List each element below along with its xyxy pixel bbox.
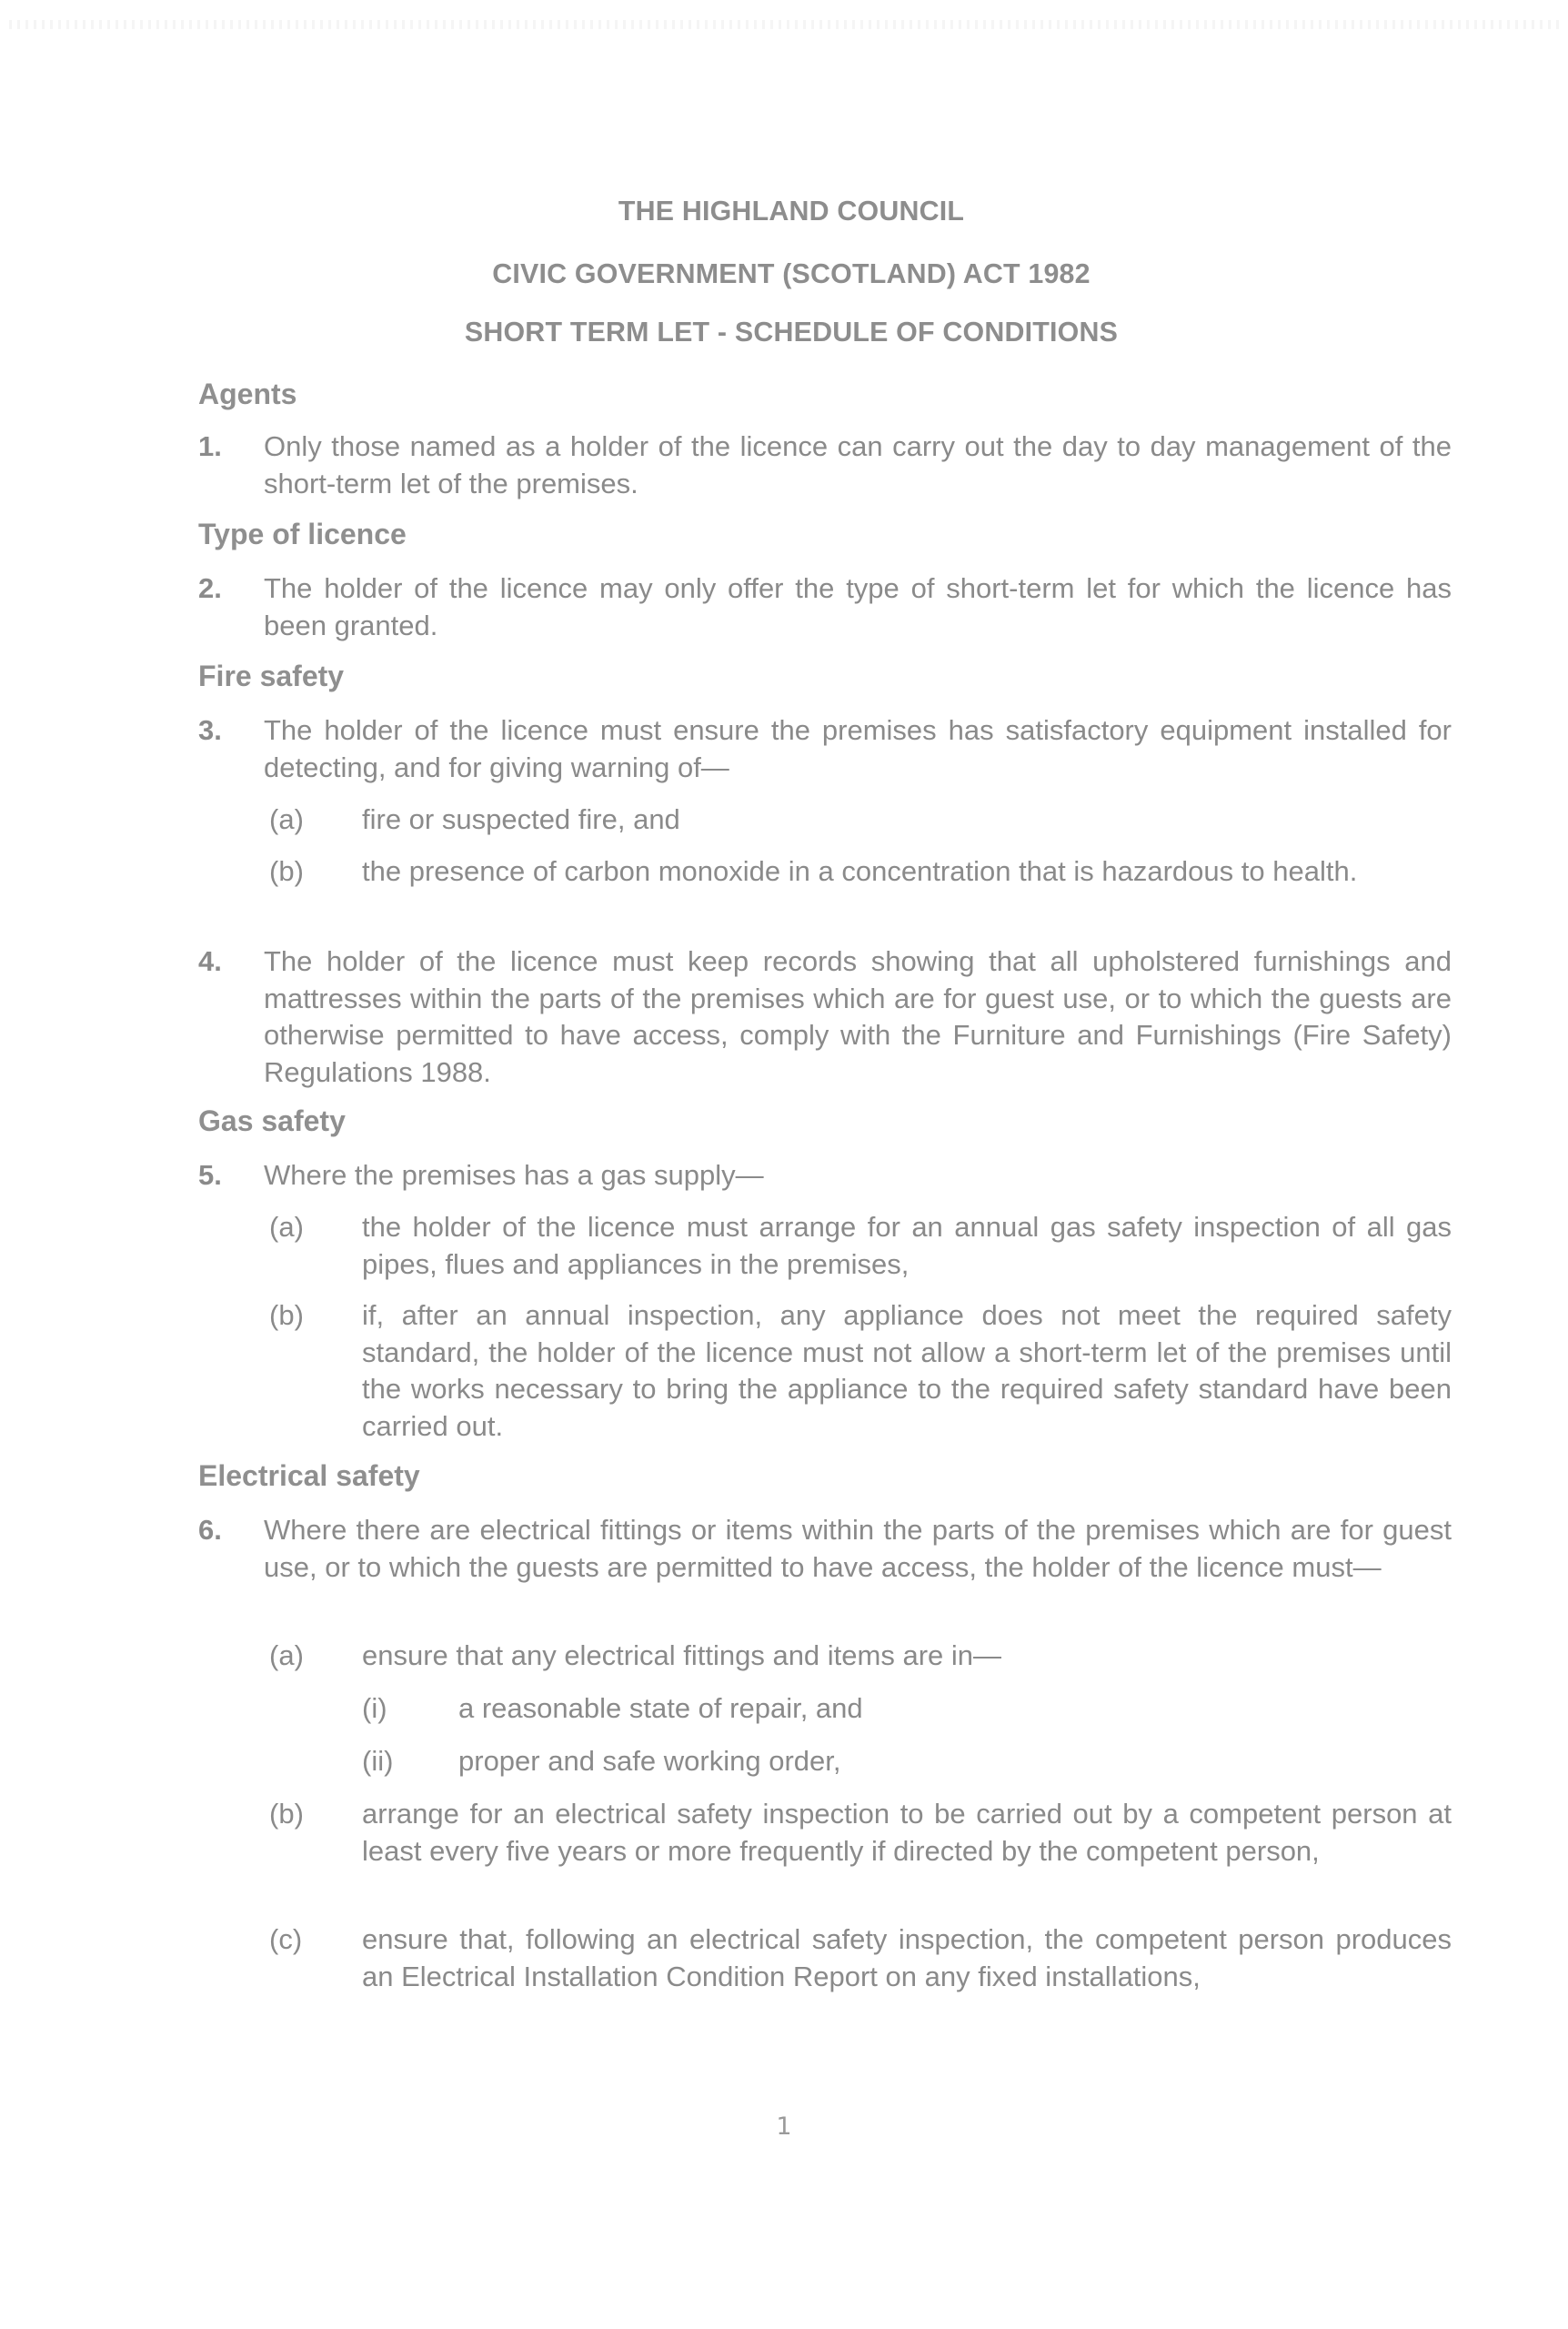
section-heading-type-of-licence: Type of licence (198, 518, 407, 550)
subclause-label: (b) (269, 855, 304, 887)
subclause-label: (c) (269, 1923, 303, 1955)
condition-6-a-i (362, 1690, 1452, 1728)
subclause-label: (i) (362, 1692, 387, 1724)
header-document-title: SHORT TERM LET - SCHEDULE OF CONDITIONS (464, 316, 1119, 348)
subclause-label: (ii) (362, 1745, 394, 1777)
subclause-text: if, after an annual inspection, any appliance does not meet the required safety standard, the holder of the licence must not allow a short-term let of the premises until the works necessary to bring the appliance to the required safety standard have been carried out. (362, 1299, 1452, 1442)
subclause-text: arrange for an electrical safety inspection to be carried out by a competent person at least every five years or more frequently if directed by the competent person, (362, 1798, 1452, 1867)
condition-5 (198, 1157, 1452, 1195)
section-heading-agents: Agents (198, 378, 297, 410)
condition-1 (198, 428, 1452, 502)
condition-4 (198, 943, 1452, 1091)
subclause-text: ensure that any electrical fittings and items are in— (362, 1639, 1002, 1671)
condition-3 (198, 712, 1452, 786)
subclause-text: ensure that, following an electrical safety inspection, the competent person produces an Electrical Installation Condition Report on any fixed installations, (362, 1923, 1452, 1992)
condition-6-c (269, 1921, 1452, 1995)
condition-text: Where there are electrical fittings or items within the parts of the premises which are for guest use, or to which the guests are permitted to have access, the holder of the licence must— (264, 1514, 1452, 1583)
condition-number: 4. (198, 945, 222, 977)
subclause-text: fire or suspected fire, and (362, 803, 680, 835)
subclause-text: a reasonable state of repair, and (458, 1692, 863, 1724)
page-number: 1 (776, 2112, 792, 2141)
section-heading-electrical-safety: Electrical safety (198, 1459, 420, 1492)
condition-6-a (269, 1638, 1452, 1675)
subclause-text: the holder of the licence must arrange for an annual gas safety inspection of all gas pipes, flues and appliances in the premises, (362, 1211, 1452, 1280)
condition-number: 1. (198, 430, 222, 462)
condition-text: Only those named as a holder of the licence can carry out the day to day management of the short-term let of the premises. (264, 430, 1452, 499)
condition-6-b (269, 1796, 1452, 1870)
subclause-label: (a) (269, 1639, 304, 1671)
condition-number: 3. (198, 714, 222, 746)
condition-text: The holder of the licence must keep records showing that all upholstered furnishings and mattresses within the parts of the premises which are for guest use, or to which the guests are otherwise permitted to have access, comply with the Furniture and Furnishings (Fire Safety) Regulations 1988. (264, 945, 1452, 1088)
header-act-title: CIVIC GOVERNMENT (SCOTLAND) ACT 1982 (492, 257, 1091, 289)
condition-text: Where the premises has a gas supply— (264, 1159, 764, 1191)
section-heading-gas-safety: Gas safety (198, 1104, 346, 1137)
subclause-text: the presence of carbon monoxide in a concentration that is hazardous to health. (362, 855, 1358, 887)
condition-text: The holder of the licence may only offer the type of short-term let for which the licence has been granted. (264, 572, 1452, 641)
condition-6-a-ii (362, 1743, 1452, 1780)
subclause-text: proper and safe working order, (458, 1745, 841, 1777)
subclause-label: (b) (269, 1299, 304, 1331)
condition-number: 5. (198, 1159, 222, 1191)
subclause-label: (a) (269, 1211, 304, 1243)
condition-number: 2. (198, 572, 222, 604)
condition-5-a (269, 1209, 1452, 1283)
condition-3-a (269, 802, 1452, 839)
condition-number: 6. (198, 1514, 222, 1546)
scan-artifact (9, 20, 1559, 29)
condition-text: The holder of the licence must ensure the premises has satisfactory equipment installed for detecting, and for giving warning of— (264, 714, 1452, 783)
subclause-label: (a) (269, 803, 304, 835)
condition-3-b (269, 853, 1452, 891)
condition-5-b (269, 1297, 1452, 1445)
header-council-name: THE HIGHLAND COUNCIL (618, 195, 965, 227)
condition-6 (198, 1512, 1452, 1586)
section-heading-fire-safety: Fire safety (198, 660, 345, 692)
condition-2 (198, 570, 1452, 644)
subclause-label: (b) (269, 1798, 304, 1830)
